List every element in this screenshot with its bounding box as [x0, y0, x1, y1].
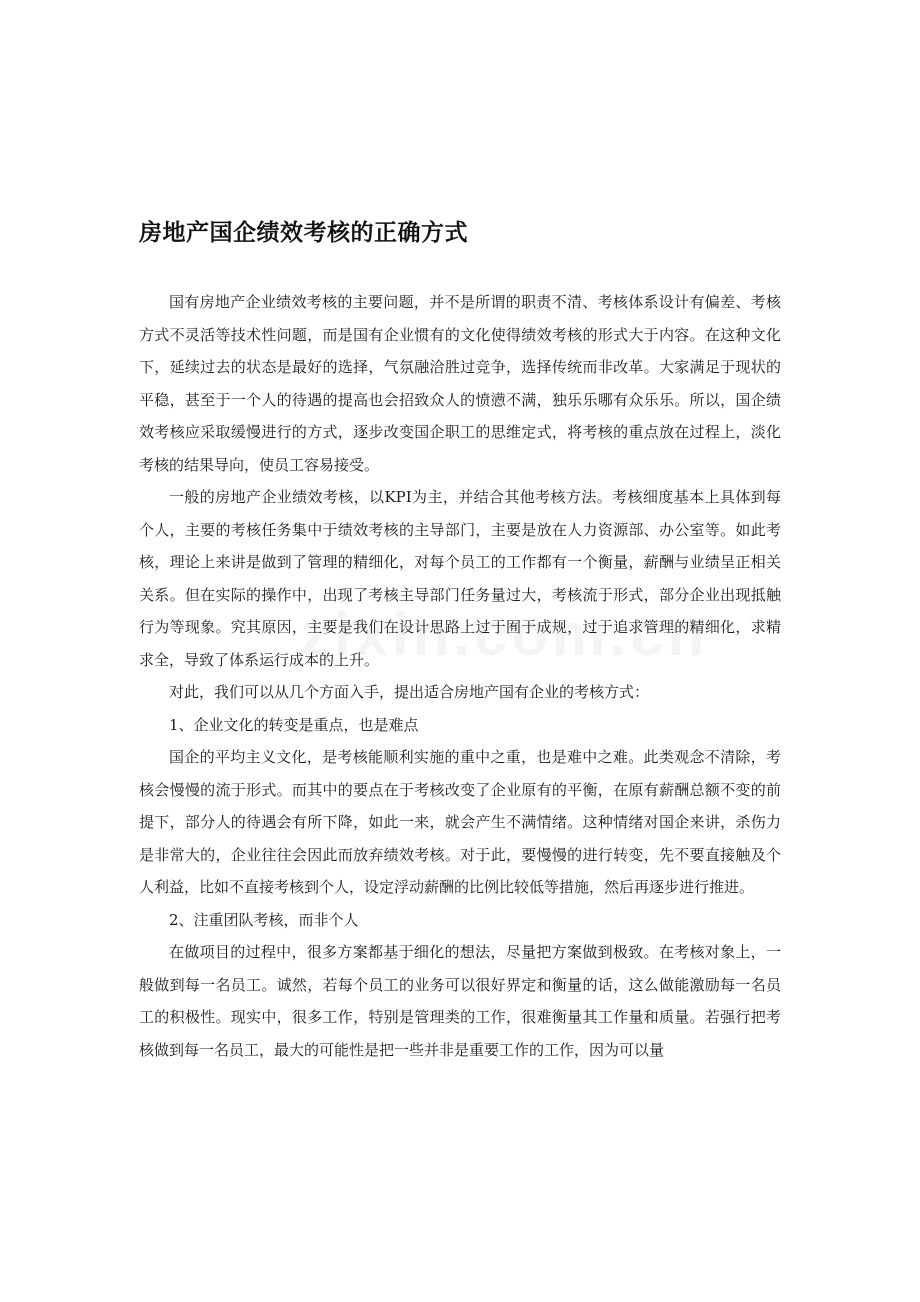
- paragraph-culture: 国企的平均主义文化，是考核能顺利实施的重中之重，也是难中之难。此类观念不清除，考核会慢慢的流于形式。而其中的要点在于考核改变了企业原有的平衡，在原有薪酬总额不变的前提下，部分人的待遇会有所下降，如此一来，就会产生不满情绪。这种情绪对国企来讲，杀伤力是非常大的，企业往往会因此而放弃绩效考核。对于此，要慢慢的进行转变，先不要直接触及个人利益，比如不直接考核到个人，设定浮动薪酬的比例比较低等措施，然后再逐步进行推进。: [139, 748, 781, 896]
- paragraph-approach: 对此，我们可以从几个方面入手，提出适合房地产国有企业的考核方式：: [169, 683, 650, 701]
- document-body: [139, 286, 781, 1066]
- paragraph-intro: 国有房地产企业绩效考核的主要问题，并不是所谓的职责不清、考核体系设计有偏差、考核方式不灵活等技术性问题，而是国有企业惯有的文化使得绩效考核的形式大于内容。在这种文化下，延续过去的状态是最好的选择，气氛融洽胜过竞争，选择传统而非改革。大家满足于现状的平稳，甚至于一个人的待遇的提高也会招致众人的愤懑不满，独乐乐哪有众乐乐。所以，国企绩效考核应采取缓慢进行的方式，逐步改变国企职工的思维定式，将考核的重点放在过程上，淡化考核的结果导向，使员工容易接受。: [139, 293, 781, 474]
- section-heading-2: 2、注重团队考核，而非个人: [169, 910, 359, 929]
- paragraph-team: 在做项目的过程中，很多方案都基于细化的想法，尽量把方案做到极致。在考核对象上，一般做到每一名员工。诚然，若每个员工的业务可以很好界定和衡量的话，这么做能激励每一名员工的积极性。现实中，很多工作，特别是管理类的工作，很难衡量其工作量和质量。若强行把考核做到每一名员工，最大的可能性是把一些并非是重要工作的工作，因为可以量: [139, 943, 781, 1059]
- document-title: 房地产国企绩效考核的正确方式: [139, 220, 468, 246]
- section-heading-1: 1、企业文化的转变是重点，也是难点: [169, 715, 419, 734]
- paragraph-kpi: 一般的房地产企业绩效考核，以KPI为主，并结合其他考核方法。考核细度基本上具体到每个人，主要的考核任务集中于绩效考核的主导部门，主要是放在人力资源部、办公室等。如此考核，理论上来讲是做到了管理的精细化，对每个员工的工作都有一个衡量，薪酬与业绩呈正相关关系。但在实际的操作中，出现了考核主导部门任务量过大，考核流于形式，部分企业出现抵触行为等现象。究其原因，主要是我们在设计思路上过于囿于成规，过于追求管理的精细化，求精求全，导致了体系运行成本的上升。: [139, 488, 781, 669]
